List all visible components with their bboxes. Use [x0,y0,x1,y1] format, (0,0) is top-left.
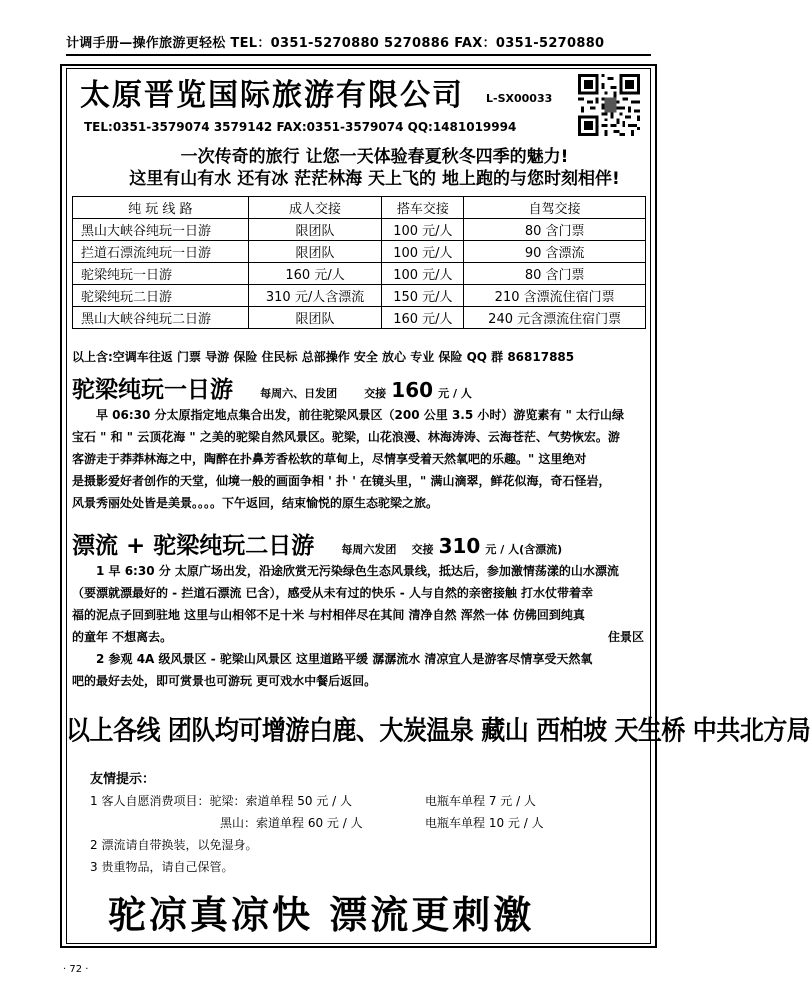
trip1-price: 160 [391,378,434,402]
contact-line: TEL:0351-3579074 3579142 FAX:0351-3579074 QQ:1481019994 [84,120,517,134]
trip1-description [72,404,650,514]
trip2-schedule: 每周六发团 [341,543,397,556]
table-cell: 限团队 [248,241,382,263]
price-table [72,196,646,329]
top-banner: 计调手册—操作旅游更轻松 TEL：0351-5270880 5270886 FAX：0351-5270880 [66,34,651,56]
qr-code-icon [578,74,640,136]
table-row [73,263,646,285]
page-number: · 72 · [63,964,89,975]
trip1-price-unit: 元 / 人 [438,387,472,400]
route-cell: 黑山大峡谷纯玩二日游 [73,307,249,329]
trip1-line: 客游走于莽莽林海之中，陶醉在扑鼻芳香松软的草甸上，尽情享受着天然氧吧的乐趣。" 这里绝对 [72,452,587,466]
trip2-line-row [72,626,650,648]
tip-line-2: 黑山：索道单程 60 元 / 人 [220,816,363,830]
table-cell: 100 元/人 [382,219,464,241]
table-header-row [73,197,646,219]
table-cell: 90 含漂流 [464,241,646,263]
route-cell: 拦道石漂流纯玩一日游 [73,241,249,263]
tip-line-2-right: 电瓶车单程 10 元 / 人 [425,816,544,830]
tip-line-4: 3 贵重物品，请自己保管。 [90,860,234,874]
trip1-line: 是摄影爱好者创作的天堂，仙境一般的画面争相 ' 扑 ' 在镜头里，" 满山滴翠，鲜花似海，奇石怪岩， [72,474,611,488]
table-header-cell: 搭车交接 [382,197,464,219]
table-header-cell: 自驾交接 [464,197,646,219]
trip1-price-label: 交接 [364,387,387,400]
tips-title: 友情提示： [90,772,156,787]
table-cell: 160 元/人 [382,307,464,329]
tip-line-1: 1 客人自愿消费项目：驼梁：索道单程 50 元 / 人 [90,794,353,808]
trip1-line: 宝石 " 和 " 云顶花海 " 之美的驼梁自然风景区。驼梁，山花浪漫、林海涛涛、云海苍茫、气势恢宏。游 [72,430,620,444]
tip-line-1-right: 电瓶车单程 7 元 / 人 [425,794,536,808]
footer-slogan: 驼凉真凉快 漂流更刺激 [108,893,535,937]
trip1-line: 早 06:30 分太原指定地点集合出发，前往驼梁风景区（200 公里 3.5 小时）游览素有 " 太行山绿 [96,408,625,422]
includes-line: 以上含:空调车往返 门票 导游 保险 住民标 总部操作 安全 放心 专业 保险 QQ 群 86817885 [72,350,575,364]
company-name: 太原晋览国际旅游有限公司 [80,78,464,113]
trip2-stay: 住景区 [607,630,644,644]
trip2-line: 吧的最好去处，即可赏景也可游玩 更可戏水中餐后返回。 [72,674,377,688]
table-cell: 限团队 [248,219,382,241]
table-header-cell: 纯 玩 线 路 [73,197,249,219]
route-cell: 驼梁纯玩一日游 [73,263,249,285]
table-cell: 150 元/人 [382,285,464,307]
table-header-cell: 成人交接 [248,197,382,219]
table-cell: 100 元/人 [382,241,464,263]
table-row [73,307,646,329]
slogan-line-2: 这里有山有水 还有冰 茫茫林海 天上飞的 地上跑的与您时刻相伴! [129,169,620,189]
trip1-line: 风景秀丽处处皆是美景。。。。下午返回，结束愉悦的原生态驼梁之旅。 [72,496,439,510]
trip2-price: 310 [438,534,481,558]
trip2-line: 2 参观 4A 级风景区 - 驼梁山风景区 这里道路平缓 潺潺流水 清凉宜人是游客尽情享受天然氧 [96,652,593,666]
table-row [73,241,646,263]
table-cell: 80 含门票 [464,219,646,241]
slogan-line-1: 一次传奇的旅行 让您一天体验春夏秋冬四季的魅力! [180,147,569,167]
trip2-description [72,560,650,692]
table-row [73,219,646,241]
trip2-line: 1 早 6:30 分 太原广场出发，沿途欣赏无污染绿色生态风景线，抵达后，参加激情荡漾的山水漂流 [96,564,619,578]
trip1-heading [72,371,472,404]
table-cell: 限团队 [248,307,382,329]
tip-line-3: 2 漂流请自带换装，以免湿身。 [90,838,258,852]
route-cell: 黑山大峡谷纯玩一日游 [73,219,249,241]
table-cell: 160 元/人 [248,263,382,285]
table-cell: 310 元/人含漂流 [248,285,382,307]
trip2-line: 的童年 不想离去。 [72,630,173,644]
trip2-price-unit: 元 / 人(含漂流) [485,543,563,556]
route-cell: 驼梁纯玩二日游 [73,285,249,307]
license-number: L-SX00033 [486,92,553,105]
table-row [73,285,646,307]
trip2-price-label: 交接 [411,543,434,556]
table-cell: 210 含漂流住宿门票 [464,285,646,307]
trip2-heading [72,527,562,560]
trip2-line: （要漂就漂最好的 - 拦道石漂流 已含），感受从未有过的快乐 - 人与自然的亲密接触 打水仗带着幸 [72,586,594,600]
trip2-line: 福的泥点子回到驻地 这里与山相邻不足十米 与村相伴尽在其间 清净自然 浑然一体 仿佛回到纯真 [72,608,585,622]
table-cell: 80 含门票 [464,263,646,285]
table-cell: 240 元含漂流住宿门票 [464,307,646,329]
trip1-schedule: 每周六、日发团 [260,387,338,400]
trip1-title: 驼梁纯玩一日游 [72,377,233,403]
extra-attractions-line: 以上各线 团队均可增游白鹿、大炭温泉 藏山 西柏坡 天生桥 中共北方局 [66,714,810,746]
trip2-title: 漂流 + 驼梁纯玩二日游 [72,533,315,559]
table-cell: 100 元/人 [382,263,464,285]
